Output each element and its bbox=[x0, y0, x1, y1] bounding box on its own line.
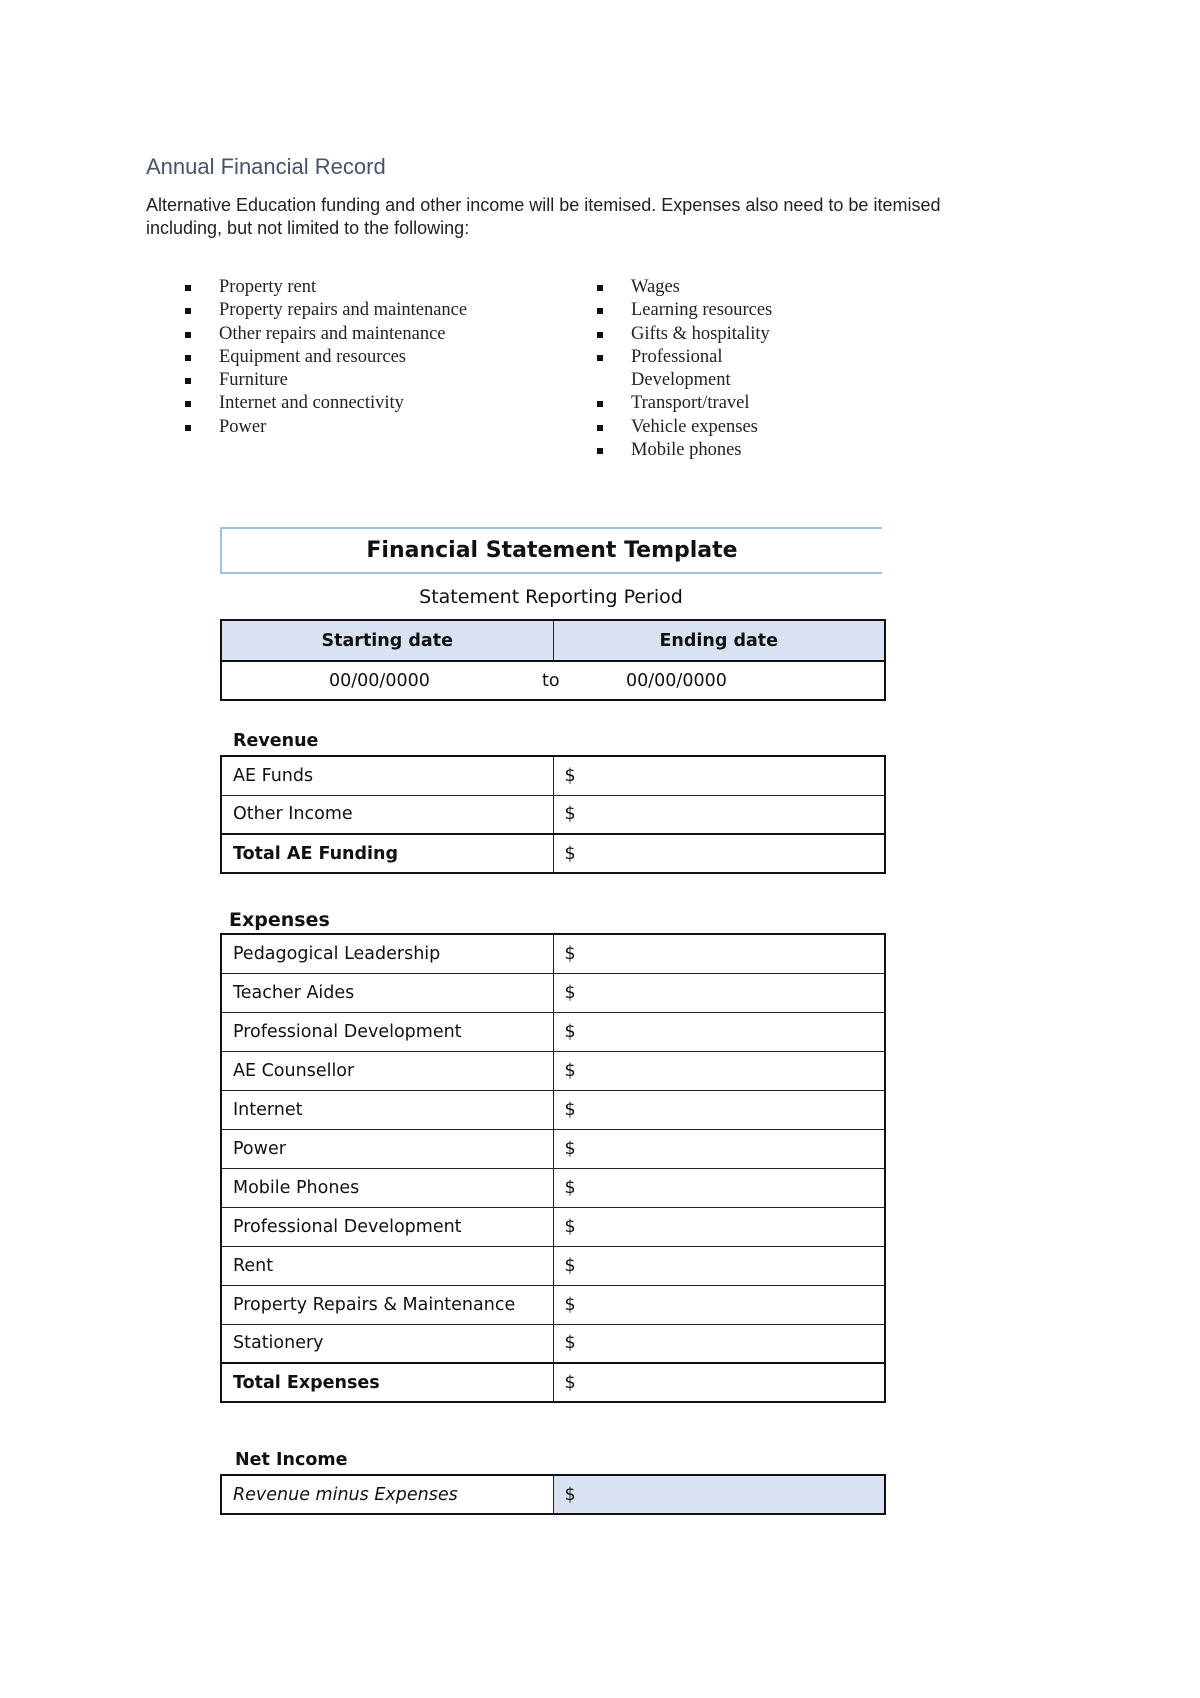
row-label: AE Counsellor bbox=[221, 1051, 553, 1090]
table-row bbox=[221, 620, 885, 661]
row-label: Pedagogical Leadership bbox=[221, 934, 553, 973]
list-item: Furniture bbox=[185, 369, 525, 392]
row-value[interactable]: $ bbox=[553, 1012, 885, 1051]
row-label: Professional Development bbox=[221, 1207, 553, 1246]
table-row bbox=[221, 1363, 885, 1402]
table-row bbox=[221, 1324, 885, 1363]
expenses-table bbox=[220, 933, 886, 1403]
table-row bbox=[221, 1246, 885, 1285]
row-value[interactable]: $ bbox=[553, 756, 885, 795]
statement-title: Financial Statement Template bbox=[220, 527, 882, 574]
row-value[interactable]: $ bbox=[553, 1475, 885, 1514]
row-value[interactable]: $ bbox=[553, 1129, 885, 1168]
list-item: Gifts & hospitality bbox=[597, 323, 777, 346]
expense-list-left bbox=[185, 276, 525, 439]
net-income-table bbox=[220, 1474, 886, 1515]
row-value[interactable]: $ bbox=[553, 934, 885, 973]
row-label: Teacher Aides bbox=[221, 973, 553, 1012]
list-item: Power bbox=[185, 416, 525, 439]
table-row bbox=[221, 661, 885, 700]
table-row bbox=[221, 1285, 885, 1324]
list-item: Property rent bbox=[185, 276, 525, 299]
row-value[interactable]: $ bbox=[553, 1168, 885, 1207]
list-item: Equipment and resources bbox=[185, 346, 525, 369]
date-values-cell[interactable] bbox=[221, 661, 885, 700]
list-item: Internet and connectivity bbox=[185, 392, 525, 415]
list-item: Vehicle expenses bbox=[597, 416, 777, 439]
table-row bbox=[221, 1012, 885, 1051]
row-value[interactable]: $ bbox=[553, 1090, 885, 1129]
row-value[interactable]: $ bbox=[553, 1363, 885, 1402]
list-item: Property repairs and maintenance bbox=[185, 299, 525, 322]
list-item: Wages bbox=[597, 276, 777, 299]
row-value[interactable]: $ bbox=[553, 973, 885, 1012]
start-date-value[interactable]: 00/00/0000 bbox=[329, 671, 430, 691]
intro-line-1: Alternative Education funding and other income will be itemised. Expenses also need to be itemised bbox=[146, 195, 941, 215]
table-row bbox=[221, 1090, 885, 1129]
table-row bbox=[221, 795, 885, 834]
revenue-table bbox=[220, 755, 886, 874]
list-item: Professional Development bbox=[597, 346, 777, 393]
row-label: Total AE Funding bbox=[221, 834, 553, 873]
revenue-label: Revenue bbox=[233, 731, 319, 751]
row-value[interactable]: $ bbox=[553, 1246, 885, 1285]
end-date-header: Ending date bbox=[553, 620, 885, 661]
period-title: Statement Reporting Period bbox=[419, 586, 683, 608]
row-value[interactable]: $ bbox=[553, 1051, 885, 1090]
table-row bbox=[221, 756, 885, 795]
date-table bbox=[220, 619, 886, 701]
table-row bbox=[221, 1129, 885, 1168]
expenses-label: Expenses bbox=[229, 909, 330, 931]
row-label: Mobile Phones bbox=[221, 1168, 553, 1207]
row-label: Internet bbox=[221, 1090, 553, 1129]
table-row bbox=[221, 834, 885, 873]
page-heading: Annual Financial Record bbox=[146, 154, 386, 179]
table-row bbox=[221, 1207, 885, 1246]
row-value[interactable]: $ bbox=[553, 1207, 885, 1246]
row-label: AE Funds bbox=[221, 756, 553, 795]
net-income-label: Net Income bbox=[235, 1450, 348, 1470]
row-label: Rent bbox=[221, 1246, 553, 1285]
table-row bbox=[221, 973, 885, 1012]
list-item: Mobile phones bbox=[597, 439, 777, 462]
row-label: Property Repairs & Maintenance bbox=[221, 1285, 553, 1324]
row-value[interactable]: $ bbox=[553, 795, 885, 834]
list-item: Learning resources bbox=[597, 299, 777, 322]
start-date-header: Starting date bbox=[221, 620, 553, 661]
to-text: to bbox=[542, 671, 560, 691]
row-value[interactable]: $ bbox=[553, 834, 885, 873]
table-row bbox=[221, 934, 885, 973]
list-item: Transport/travel bbox=[597, 392, 777, 415]
table-row bbox=[221, 1051, 885, 1090]
intro-line-2: including, but not limited to the following: bbox=[146, 218, 470, 238]
row-label: Revenue minus Expenses bbox=[221, 1475, 553, 1514]
row-label: Power bbox=[221, 1129, 553, 1168]
list-item: Other repairs and maintenance bbox=[185, 323, 525, 346]
row-label: Total Expenses bbox=[221, 1363, 553, 1402]
table-row bbox=[221, 1475, 885, 1514]
intro-paragraph bbox=[146, 194, 1076, 240]
row-label: Other Income bbox=[221, 795, 553, 834]
row-label: Professional Development bbox=[221, 1012, 553, 1051]
end-date-value[interactable]: 00/00/0000 bbox=[626, 671, 727, 691]
row-label: Stationery bbox=[221, 1324, 553, 1363]
row-value[interactable]: $ bbox=[553, 1324, 885, 1363]
expense-list-right bbox=[597, 276, 777, 462]
row-value[interactable]: $ bbox=[553, 1285, 885, 1324]
table-row bbox=[221, 1168, 885, 1207]
